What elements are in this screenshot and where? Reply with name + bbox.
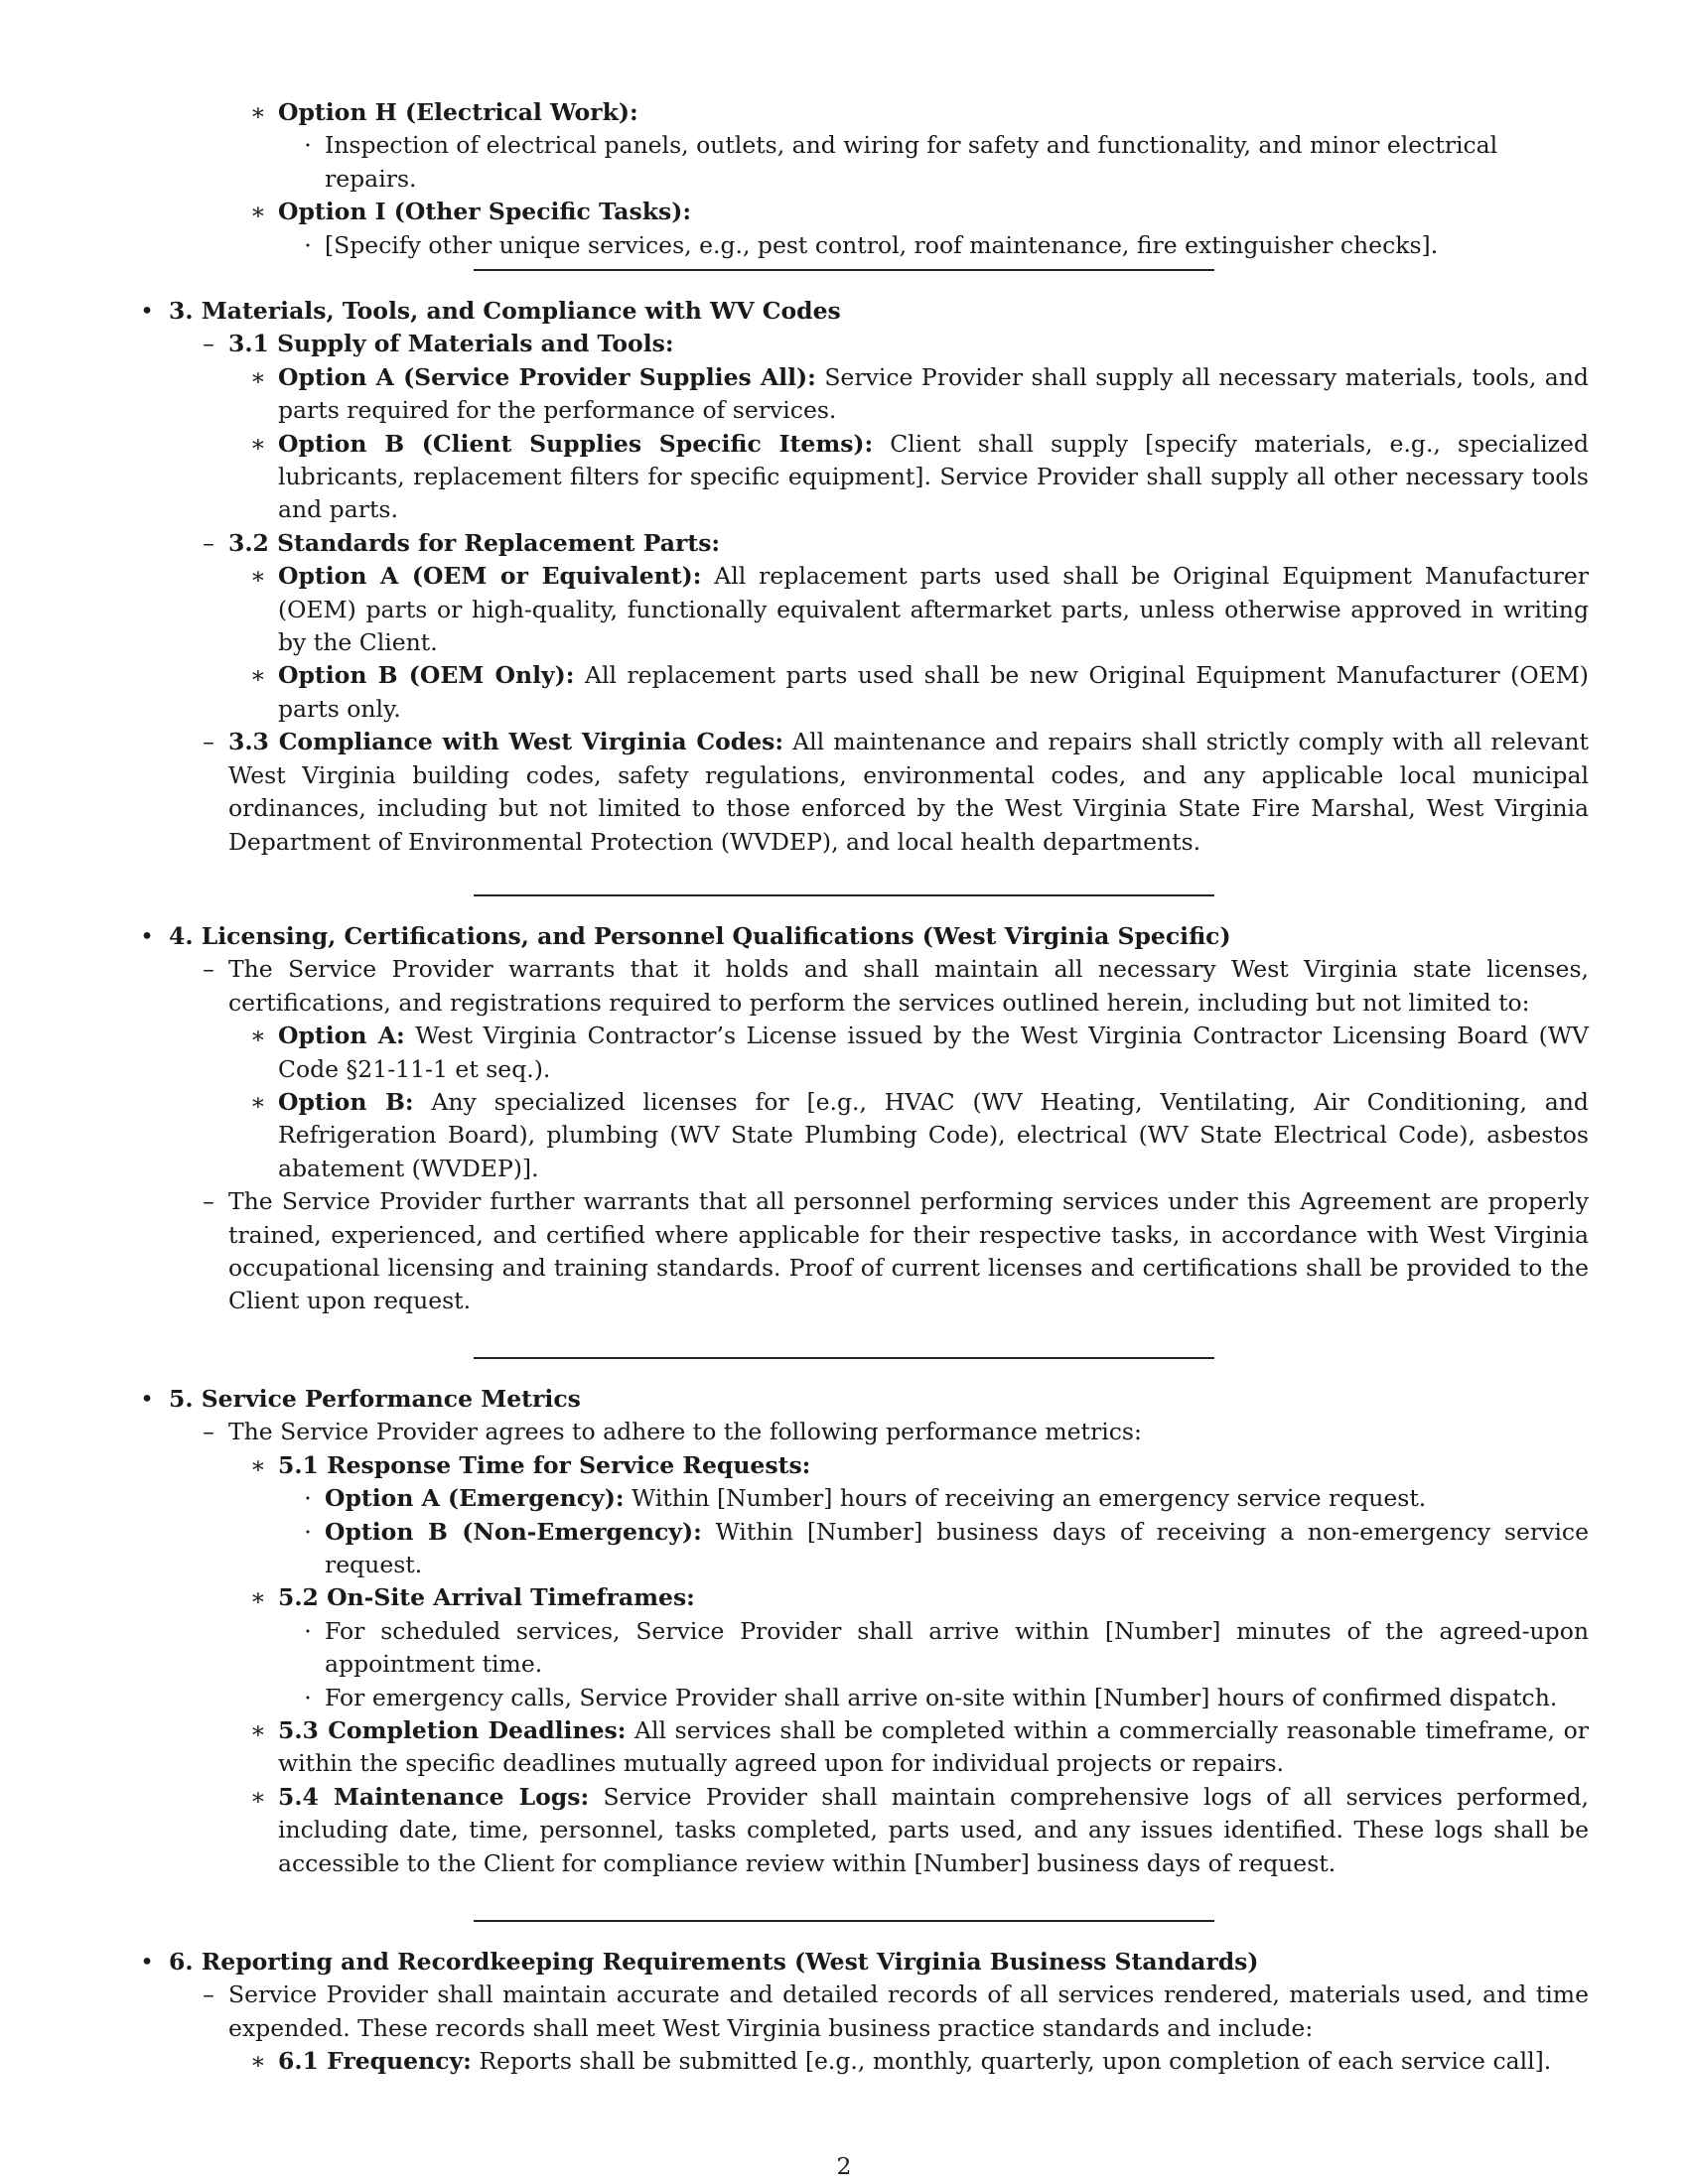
list-item-text: For scheduled services, Service Provider shall arrive within [Number] minutes of the agreed-upon appointment time. [325,1616,1589,1679]
section-3-1-title: 3.1 Supply of Materials and Tools: [228,330,674,358]
section-divider [474,1920,1214,1922]
option-label: Option B (Client Supplies Specific Items): [278,429,874,458]
section-6-heading [140,1946,1589,1979]
dash-bullet-icon: – [203,528,214,557]
section-5-title: 5. Service Performance Metrics [169,1385,581,1413]
option-i-title: Option I (Other Specific Tasks): [278,198,692,226]
dash-bullet-icon: – [203,728,214,756]
section-6-1 [149,2045,1589,2078]
bullet-icon: • [140,1948,154,1976]
section-6-title: 6. Reporting and Recordkeeping Requirements (West Virginia Business Standards) [169,1948,1259,1976]
dot-bullet-icon: · [304,1616,312,1645]
section-3-3-label: 3.3 Compliance with West Virginia Codes: [228,728,784,756]
option-label: Option A: [278,1022,405,1050]
option-h [149,96,1589,129]
section-divider [474,894,1214,896]
asterisk-bullet-icon: ∗ [250,1716,266,1745]
asterisk-bullet-icon: ∗ [250,1450,266,1479]
section-5-1-option-a [149,1482,1589,1515]
bullet-icon: • [140,1385,154,1413]
section-3 [140,295,1589,859]
asterisk-bullet-icon: ∗ [250,429,266,458]
section-5-2-heading [149,1581,1589,1614]
option-label: Option B: [278,1088,414,1117]
section-4-intro [149,953,1589,1020]
option-text: Within [Number] business days of receiving a non-emergency service request. [325,1517,1589,1579]
dot-bullet-icon: · [304,1517,312,1546]
section-4-option-a [149,1020,1589,1086]
section-3-2-heading [149,527,1589,560]
asterisk-bullet-icon: ∗ [250,98,266,126]
option-label: Option A (Service Provider Supplies All): [278,362,816,391]
asterisk-bullet-icon: ∗ [250,562,266,591]
dash-bullet-icon: – [203,330,214,358]
section-2-continuation [149,96,1589,262]
section-3-heading [140,295,1589,328]
section-6-1-text: Reports shall be submitted [e.g., monthly, quarterly, upon completion of each service call]. [479,2047,1552,2076]
option-label: Option A (Emergency): [325,1484,625,1513]
section-4-personnel-text: The Service Provider further warrants that all personnel performing services under this Agreement are properly trained, experienced, and certified where applicable for their respective tasks, in accordance with West Virginia occupational licensing and training standards. Proof of current licenses and certifications shall be provided to the Client upon request. [228,1187,1589,1315]
section-divider [474,269,1214,271]
section-3-2-title: 3.2 Standards for Replacement Parts: [228,528,721,557]
section-6 [140,1946,1589,2079]
bullet-icon: • [140,922,154,950]
option-text: Client shall supply [specify materials, e.g., specialized lubricants, replacement filters for specific equipment]. Service Provider shall supply all other necessary tools and parts. [278,429,1589,524]
list-item-text: For emergency calls, Service Provider shall arrive on-site within [Number] hours of confirmed dispatch. [325,1683,1558,1711]
section-6-intro-text: Service Provider shall maintain accurate and detailed records of all services rendered, materials used, and time expended. These records shall meet West Virginia business practice standards and include: [228,1980,1589,2042]
section-5-intro-text: The Service Provider agrees to adhere to the following performance metrics: [228,1418,1142,1446]
section-4-intro-text: The Service Provider warrants that it holds and shall maintain all necessary West Virginia state licenses, certifications, and registrations required to perform the services outlined herein, including but not limited to: [228,955,1589,1017]
option-text: Service Provider shall supply all necessary materials, tools, and parts required for the performance of services. [278,362,1589,425]
section-3-1-option-b [149,428,1589,527]
option-i [149,196,1589,228]
section-5-2-item-2 [149,1682,1589,1714]
section-4-heading [140,920,1589,953]
section-6-intro [149,1979,1589,2045]
option-label: Option B (OEM Only): [278,661,575,690]
section-5-1-heading [149,1449,1589,1482]
section-4-title: 4. Licensing, Certifications, and Personnel Qualifications (West Virginia Specific) [169,922,1231,950]
option-text: Within [Number] hours of receiving an emergency service request. [631,1484,1427,1513]
option-label: Option B (Non-Emergency): [325,1517,702,1546]
dash-bullet-icon: – [203,1187,214,1216]
option-label: Option A (OEM or Equivalent): [278,562,702,591]
section-5-1-title: 5.1 Response Time for Service Requests: [278,1450,811,1479]
asterisk-bullet-icon: ∗ [250,661,266,690]
page-number: 2 [836,2152,852,2180]
dash-bullet-icon: – [203,955,214,984]
dash-bullet-icon: – [203,1980,214,2009]
option-text: All replacement parts used shall be new Original Equipment Manufacturer (OEM) parts only. [278,661,1589,723]
option-i-item [149,229,1589,262]
section-4-option-b [149,1086,1589,1185]
section-3-2-option-b [149,659,1589,726]
section-5-2-item-1 [149,1615,1589,1682]
asterisk-bullet-icon: ∗ [250,1022,266,1050]
option-i-text: [Specify other unique services, e.g., pest control, roof maintenance, fire extinguisher checks]. [325,230,1439,259]
section-3-1-heading [149,328,1589,360]
asterisk-bullet-icon: ∗ [250,1782,266,1811]
option-h-item [149,129,1589,196]
section-5-intro [149,1416,1589,1448]
section-5 [140,1383,1590,1880]
option-text: West Virginia Contractor’s License issued by the West Virginia Contractor Licensing Board (WV Code §21-11-1 et seq.). [278,1022,1589,1083]
section-5-3-label: 5.3 Completion Deadlines: [278,1716,627,1745]
dot-bullet-icon: · [304,230,312,259]
section-divider [474,1357,1214,1359]
asterisk-bullet-icon: ∗ [250,198,266,226]
dot-bullet-icon: · [304,1484,312,1513]
section-5-3-text: All services shall be completed within a commercially reasonable timeframe, or within the specific deadlines mutually agreed upon for individual projects or repairs. [278,1716,1589,1778]
section-3-2-option-a [149,560,1589,659]
section-5-heading [140,1383,1589,1416]
dot-bullet-icon: · [304,131,312,160]
section-6-1-label: 6.1 Frequency: [278,2047,472,2076]
dash-bullet-icon: – [203,1418,214,1446]
option-h-title: Option H (Electrical Work): [278,98,638,126]
section-5-1-option-b [149,1516,1589,1582]
asterisk-bullet-icon: ∗ [250,1583,266,1612]
section-5-4 [149,1781,1589,1880]
section-3-3-text: All maintenance and repairs shall strictly comply with all relevant West Virginia building codes, safety regulations, environmental codes, and any applicable local municipal ordinances, including but not limited to those enforced by the West Virginia State Fire Marshal, West Virginia Department of Environmental Protection (WVDEP), and local health departments. [228,728,1589,856]
option-text: Any specialized licenses for [e.g., HVAC (WV Heating, Ventilating, Air Conditioning, and Refrigeration Board), plumbing (WV State Plumbing Code), electrical (WV State Electrical Code), asbestos abatement (WVDEP)]. [278,1088,1589,1182]
section-5-4-label: 5.4 Maintenance Logs: [278,1782,590,1811]
section-3-title: 3. Materials, Tools, and Compliance with WV Codes [169,297,841,325]
option-h-text: Inspection of electrical panels, outlets, and wiring for safety and functionality, and minor electrical repairs. [325,131,1498,193]
dot-bullet-icon: · [304,1683,312,1711]
bullet-icon: • [140,297,154,325]
section-4 [140,920,1589,1318]
section-3-3 [149,726,1589,859]
section-4-personnel [149,1185,1589,1318]
section-5-2-title: 5.2 On-Site Arrival Timeframes: [278,1583,695,1612]
asterisk-bullet-icon: ∗ [250,2047,266,2076]
asterisk-bullet-icon: ∗ [250,1088,266,1117]
option-text: All replacement parts used shall be Original Equipment Manufacturer (OEM) parts or high-quality, functionally equivalent aftermarket parts, unless otherwise approved in writing by the Client. [278,562,1589,657]
section-3-1-option-a [149,361,1589,428]
section-5-3 [149,1714,1589,1781]
section-5-4-text: Service Provider shall maintain comprehensive logs of all services performed, including date, time, personnel, tasks completed, parts used, and any issues identified. These logs shall be accessible to the Client for compliance review within [Number] business days of request. [278,1782,1590,1877]
asterisk-bullet-icon: ∗ [250,362,266,391]
